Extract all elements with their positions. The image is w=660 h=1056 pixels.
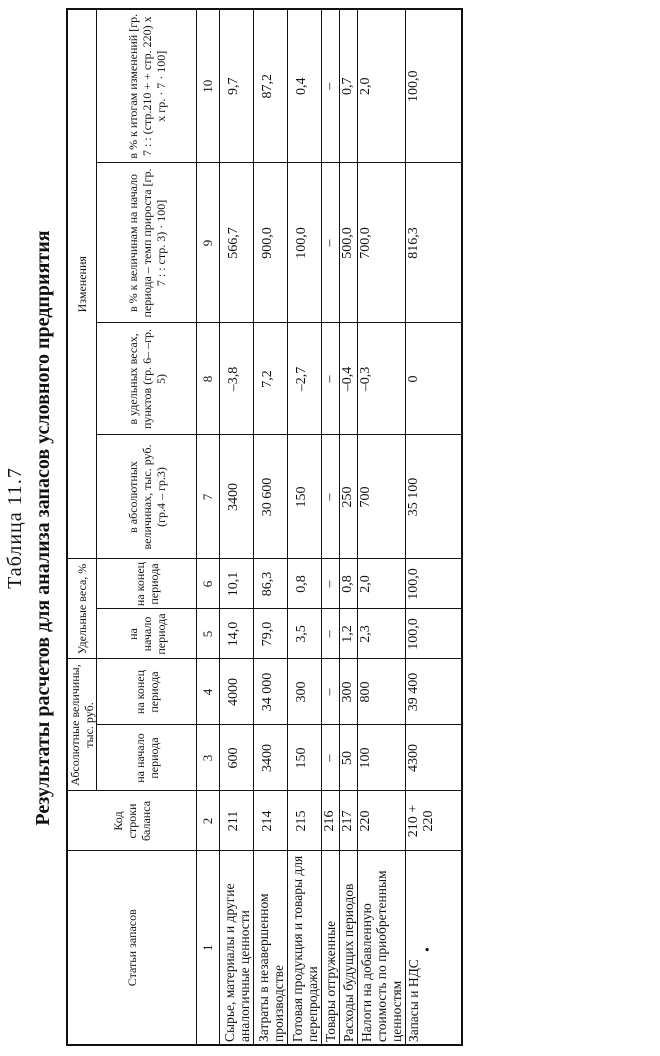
table-title: Результаты расчетов для анализа запасов условного предприятия <box>32 230 54 826</box>
cell-abs-end: 4000 <box>220 659 254 725</box>
cell-chg-abs: 700 <box>358 435 406 559</box>
cell-chg-abs: 30 600 <box>254 435 288 559</box>
cell-abs-start: 100 <box>358 725 406 791</box>
cell-spec-end: 100,0 <box>406 559 462 609</box>
header-row-groups <box>67 9 97 1045</box>
cell-spec-start: 3,5 <box>288 609 322 659</box>
header-chg-pct-start: в % к величинам на начало периода – темп прироста [гр. 7 : : стр. 3) · 100] <box>97 163 197 323</box>
table-row <box>322 9 340 1045</box>
cell-abs-start: – <box>322 725 340 791</box>
cell-article: Расходы будущих периодов <box>340 851 358 1045</box>
table-row-total <box>406 9 462 1045</box>
col-number: 5 <box>197 609 220 659</box>
table-body <box>220 9 462 1045</box>
col-number: 10 <box>197 9 220 163</box>
cell-article: Готовая продукция и товары для перепродажи <box>288 851 322 1045</box>
cell-abs-start: 600 <box>220 725 254 791</box>
col-number: 3 <box>197 725 220 791</box>
cell-chg-pct-total: – <box>322 9 340 163</box>
cell-code: 220 <box>358 791 406 851</box>
cell-chg-spec: –2,7 <box>288 323 322 435</box>
header-articles: Статьи запасов <box>67 851 197 1045</box>
table-row <box>358 9 406 1045</box>
header-changes: Изменения <box>67 9 97 559</box>
header-chg-abs: в абсолютных величинах, тыс. руб. (гр.4 – гр.3) <box>97 435 197 559</box>
header-chg-pct-total: в % к итогам изменений [гр. 7 : : (стр.210 + + стр. 220) x x гр. · 7 · 100] <box>97 9 197 163</box>
cell-abs-end: 300 <box>340 659 358 725</box>
col-number: 1 <box>197 851 220 1045</box>
cell-article: Товары отгруженные <box>322 851 340 1045</box>
cell-chg-pct-total: 0,4 <box>288 9 322 163</box>
cell-abs-start: 50 <box>340 725 358 791</box>
cell-abs-start: 4300 <box>406 725 462 791</box>
cell-chg-pct-start: 500,0 <box>340 163 358 323</box>
cell-spec-start: 79,0 <box>254 609 288 659</box>
cell-chg-pct-total: 100,0 <box>406 9 462 163</box>
cell-code: 210 + 220 <box>406 791 462 851</box>
cell-chg-spec: 7,2 <box>254 323 288 435</box>
cell-chg-spec: 0 <box>406 323 462 435</box>
header-spec-start: на начало периода <box>97 609 197 659</box>
cell-chg-abs: 250 <box>340 435 358 559</box>
cell-chg-pct-start: 700,0 <box>358 163 406 323</box>
cell-chg-pct-total: 9,7 <box>220 9 254 163</box>
header-chg-spec: в удельных весах, пунктов (гр. 6– –гр. 5) <box>97 323 197 435</box>
header-absolute: Абсолютные величины, тыс. руб. <box>67 659 97 791</box>
header-specific: Удельные веса, % <box>67 559 97 659</box>
cell-chg-pct-start: 816,3 <box>406 163 462 323</box>
cell-spec-end: 2,0 <box>358 559 406 609</box>
cell-chg-pct-total: 2,0 <box>358 9 406 163</box>
col-number: 9 <box>197 163 220 323</box>
table-row <box>220 9 254 1045</box>
total-label: Запасы и НДС <box>406 959 421 1042</box>
cell-abs-end: – <box>322 659 340 725</box>
cell-chg-spec: –0,3 <box>358 323 406 435</box>
cell-abs-end: 34 000 <box>254 659 288 725</box>
col-number: 8 <box>197 323 220 435</box>
cell-chg-pct-start: 900,0 <box>254 163 288 323</box>
col-number: 4 <box>197 659 220 725</box>
column-numbers-row <box>197 9 220 1045</box>
cell-chg-pct-total: 0,7 <box>340 9 358 163</box>
table-number: Таблица 11.7 <box>4 467 26 589</box>
inventory-analysis-table <box>66 8 463 1046</box>
cell-abs-end: 800 <box>358 659 406 725</box>
cell-article <box>406 851 462 1045</box>
cell-spec-end: 86,3 <box>254 559 288 609</box>
cell-spec-end: 0,8 <box>340 559 358 609</box>
cell-abs-end: 300 <box>288 659 322 725</box>
cell-spec-start: 2,3 <box>358 609 406 659</box>
cell-chg-pct-total: 87,2 <box>254 9 288 163</box>
cell-abs-start: 150 <box>288 725 322 791</box>
cell-chg-pct-start: 100,0 <box>288 163 322 323</box>
cell-code: 211 <box>220 791 254 851</box>
cell-spec-start: 1,2 <box>340 609 358 659</box>
cell-abs-end: 39 400 <box>406 659 462 725</box>
header-code: Код строки баланса <box>67 791 197 851</box>
cell-spec-end: – <box>322 559 340 609</box>
cell-code: 216 <box>322 791 340 851</box>
cell-chg-spec: –0,4 <box>340 323 358 435</box>
cell-chg-pct-start: 566,7 <box>220 163 254 323</box>
cell-spec-end: 10,1 <box>220 559 254 609</box>
cell-article: Сырье, материалы и другие аналогичные ценности <box>220 851 254 1045</box>
cell-code: 215 <box>288 791 322 851</box>
cell-spec-end: 0,8 <box>288 559 322 609</box>
cell-chg-abs: – <box>322 435 340 559</box>
header-spec-end: на конец периода <box>97 559 197 609</box>
header-abs-start: на начало периода <box>97 725 197 791</box>
cell-article: Затраты в незавершенном производстве <box>254 851 288 1045</box>
cell-chg-spec: – <box>322 323 340 435</box>
table-row <box>288 9 322 1045</box>
cell-chg-abs: 150 <box>288 435 322 559</box>
cell-abs-start: 3400 <box>254 725 288 791</box>
cell-chg-pct-start: – <box>322 163 340 323</box>
cell-chg-spec: –3,8 <box>220 323 254 435</box>
table-row <box>340 9 358 1045</box>
col-number: 7 <box>197 435 220 559</box>
header-abs-end: на конец периода <box>97 659 197 725</box>
cell-code: 214 <box>254 791 288 851</box>
cell-spec-start: 14,0 <box>220 609 254 659</box>
table-row <box>254 9 288 1045</box>
col-number: 6 <box>197 559 220 609</box>
cell-spec-start: – <box>322 609 340 659</box>
cell-spec-start: 100,0 <box>406 609 462 659</box>
cell-code: 217 <box>340 791 358 851</box>
footnote-mark: • <box>421 947 436 952</box>
col-number: 2 <box>197 791 220 851</box>
cell-chg-abs: 35 100 <box>406 435 462 559</box>
cell-chg-abs: 3400 <box>220 435 254 559</box>
cell-article: Налоги на добавленную стоимость по приобретенным ценностям <box>358 851 406 1045</box>
